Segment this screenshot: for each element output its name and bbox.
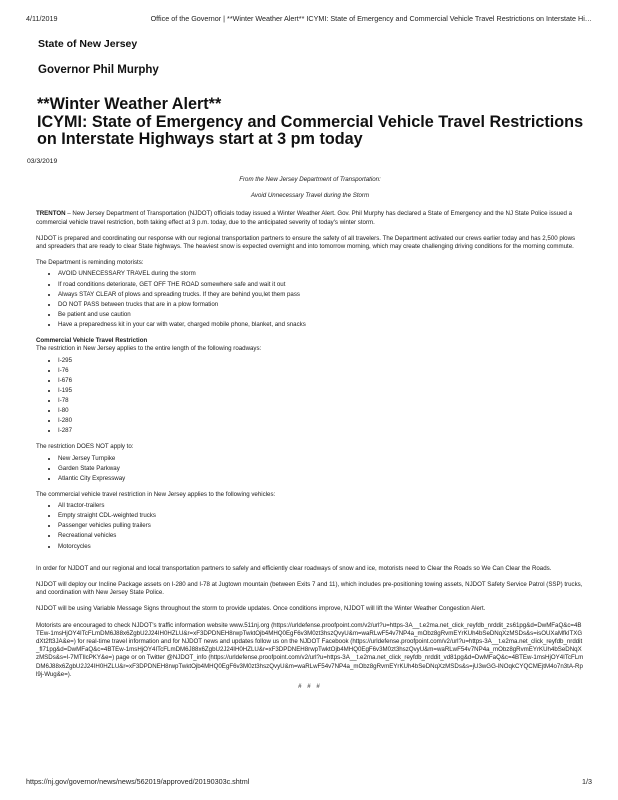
dateline: TRENTON (36, 210, 66, 218)
list-item: • I-76 (58, 367, 584, 375)
exemption-intro: The restriction DOES NOT apply to: (36, 443, 134, 451)
governor-name[interactable]: Governor Phil Murphy (38, 64, 159, 76)
paragraph-incline-package: NJDOT will deploy our Incline Package assets on I-280 and I-78 at Jugtown mountain (between Exits 7 and 11), which includes pre-positioning towing assets, NJDOT Safety Service Patrol (SSP) trucks, and coordination with New Jersey State Police. (36, 580, 583, 597)
reminders-list (36, 270, 584, 329)
list-item: • DO NOT PASS between trucks that are in a plow formation (58, 301, 584, 309)
list-item: • Atlantic City Expressway (58, 475, 584, 483)
list-item: • I-295 (58, 357, 584, 365)
list-item: • All tractor-trailers (58, 502, 584, 510)
list-item: • AVOID UNNECESSARY TRAVEL during the storm (58, 270, 584, 278)
reminding-intro: The Department is reminding motorists: (36, 259, 144, 267)
press-release-date: 03/3/2019 (27, 158, 58, 165)
print-page-title: Office of the Governor | **Winter Weather Alert** ICYMI: State of Emergency and Commercial Vehicle Travel Restrictions on Interstate Hi… (150, 14, 592, 23)
paragraph-intro-text: – New Jersey Department of Transportation (NJDOT) officials today issued a Winter Weather Alert. Gov. Phil Murphy has declared a State of Emergency and the NJ State Police issued a commercial vehicle travel restriction, both taking effect at 3 p.m. today, due to the anticipated severity of today's winter storm. (36, 210, 573, 226)
end-mark: # # # (298, 682, 322, 690)
exempt-roads-list (36, 455, 584, 483)
paragraph-preparedness: NJDOT is prepared and coordinating our response with our regional transportation partners to ensure the safety of all travelers. The Department activated our crews earlier today and has 2,500 plows and spreaders that are ready to clear State highways. The heaviest snow is expected overnight and into tomorrow morning, which may create challenging driving conditions for the morning commute. (36, 234, 576, 251)
list-item: • I-280 (58, 417, 584, 425)
list-item: • New Jersey Turnpike (58, 455, 584, 463)
article-body (36, 176, 584, 691)
vehicles-intro: The commercial vehicle travel restriction in New Jersey applies to the following vehicles: (36, 490, 276, 498)
article-subtitle: Avoid Unnecessary Travel during the Storm (250, 192, 370, 200)
source-line: From the New Jersey Department of Transportation: (239, 176, 381, 183)
restriction-intro: The restriction in New Jersey applies to the entire length of the following roadways: (36, 345, 262, 353)
print-date: 4/11/2019 (26, 14, 58, 23)
list-item: • Always STAY CLEAR of plows and spreading trucks. If they are behind you,let them pass (58, 291, 584, 299)
list-item: • Have a preparedness kit in your car with water, charged mobile phone, blanket, and snacks (58, 321, 584, 329)
headline-alert: **Winter Weather Alert** (37, 95, 222, 113)
paragraph-intro (36, 210, 584, 226)
list-item: • Motorcycles (58, 543, 584, 551)
paragraph-clear-roads: In order for NJDOT and our regional and local transportation partners to safely and efficiently clear roadways of snow and ice, motorists need to Clear the Roads so We Can Clear the Roads. (36, 564, 552, 572)
list-item: • I-195 (58, 387, 584, 395)
print-footer (26, 777, 592, 786)
list-item: • I-676 (58, 377, 584, 385)
state-name[interactable]: State of New Jersey (38, 38, 138, 50)
list-item: • I-80 (58, 407, 584, 415)
page-url[interactable]: https://nj.gov/governor/news/news/562019/approved/20190303c.shtml (26, 777, 250, 786)
roadways-list (36, 357, 584, 436)
list-item: • Be patient and use caution (58, 311, 584, 319)
page-number: 1/3 (582, 777, 592, 786)
list-item: • I-78 (58, 397, 584, 405)
headline-main: ICYMI: State of Emergency and Commercial Vehicle Travel Restrictions on Interstate Highways start at 3 pm today (37, 112, 584, 148)
paragraph-message-signs: NJDOT will be using Variable Message Signs throughout the storm to provide updates. Once conditions improve, NJDOT will lift the Winter Weather Congestion Alert. (36, 605, 486, 613)
section-heading: Commercial Vehicle Travel Restriction (36, 337, 148, 345)
list-item: • Passenger vehicles pulling trailers (58, 522, 584, 530)
page-title (37, 96, 597, 149)
print-header (26, 14, 592, 23)
list-item: • If road conditions deteriorate, GET OFF THE ROAD somewhere safe and wait it out (58, 281, 584, 289)
paragraph-traffic-info[interactable]: Motorists are encouraged to check NJDOT's traffic information website www.511nj.org (https://urldefense.proofpoint.com/v2/url?u=https-3A__t.e2ma.net_click_reyfdb_nrddit_zs61pg&d=DwMFaQ&c=4BTEw-1msHjOY4ITcFLmDM6J88x6ZgbU2J24IH0HZLU&r=xF3DPDNEH8rwpTwktOjb4MHQ0EgF6v3M0zt3hszQvyU&m=waRLwF54v7NP4a_mObz8gRvmEYrKUh4bSeDNqXzMSDs&s=isOUXaMfkITXGdXt2ft3JA&e=) for real-time travel information and for NJDOT news and updates follow us on the NJDOT Facebook (https://urldefense.proofpoint.com/v2/url?u=https-3A__t.e2ma.net_click_reyfdb_nrddit_fl71pg&d=DwMFaQ&c=4BTEw-1msHjOY4ITcFLmDM6J88x6ZgbU2J24IH0HZLU&r=xF3DPDNEH8rwpTwktOjb4MHQ0EgF6v3M0zt3hszQvyU&m=waRLwF54v7NP4a_mObz8gRvmEYrKUh4bSeDNqXzMSDs&s=I-7MTIlcPKY&e=) page or on Twitter @NJDOT_info (https://urldefense.proofpoint.com/v2/url?u=https-3A__t.e2ma.net_click_reyfdb_nrddit_vd81pg&d=DwMFaQ&c=4BTEw-1msHjOY4ITcFLmDM6J88x6ZgbU2J24IH0HZLU&r=xF3DPDNEH8rwpTwktOjb4MHQ0EgF6v3M0zt3hszQvyU&m=waRLwF54v7NP4a_mObz8gRvmEYrKUh4bSeDNqXzMSDs&s=jU3wGG-lNOqkCYQCMEjtM4o7n3tA-Rpl9j-Wug&e=). (36, 621, 584, 678)
vehicles-list (36, 502, 584, 551)
list-item: • I-287 (58, 427, 584, 435)
list-item: • Garden State Parkway (58, 465, 584, 473)
list-item: • Recreational vehicles (58, 532, 584, 540)
list-item: • Empty straight CDL-weighted trucks (58, 512, 584, 520)
